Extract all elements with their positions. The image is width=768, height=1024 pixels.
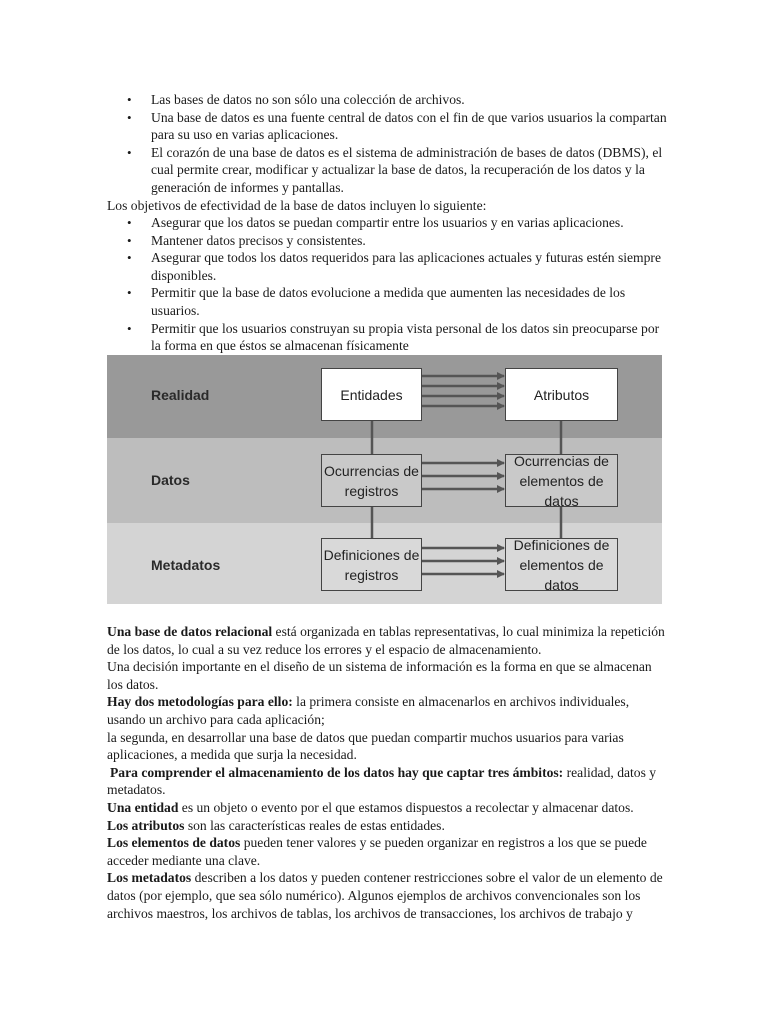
list-item <box>0 249 768 284</box>
realidad-label: Realidad <box>151 387 210 403</box>
paragraph <box>107 623 667 658</box>
bullet-icon: • <box>127 250 132 266</box>
bullet-icon: • <box>127 320 132 336</box>
paragraph-bold: Para comprender el almacenamiento de los datos hay que captar tres ámbitos: <box>110 764 564 780</box>
paragraph-bold: Hay dos metodologías para ello: <box>107 694 293 710</box>
paragraph-text: Una decisión importante en el diseño de un sistema de información es la forma en que se almacenan los datos. <box>107 659 652 692</box>
objectives-intro: Los objetivos de efectividad de la base de datos incluyen lo siguiente: <box>107 198 487 213</box>
paragraph-text: está organizada en tablas representativas, lo cual minimiza la repetición de los datos, lo cual a su vez reduce los errores y el espacio de almacenamiento. <box>107 624 665 657</box>
list-item <box>0 144 768 197</box>
paragraph <box>107 729 667 764</box>
paragraph-text: realidad, datos y metadatos. <box>107 764 657 798</box>
bullet-icon: • <box>127 285 132 301</box>
bullet-icon: • <box>127 232 132 248</box>
list-item-text: Asegurar que todos los datos requeridos para las aplicaciones actuales y futuras estén siempre disponibles. <box>151 250 661 283</box>
objectives-list <box>0 214 768 355</box>
paragraph-text: describen a los datos y pueden contener restricciones sobre el valor de un elemento de datos (por ejemplo, que sea sólo numérico). Algunos ejemplos de archivos convencionales son los archivos maestros, los archivos de tablas, los archivos de transacciones, los archivos de trabajo y <box>107 870 663 921</box>
paragraph-bold: Los metadatos <box>107 870 192 886</box>
list-item-text: Una base de datos es una fuente central de datos con el fin de que varios usuarios la compartan para su uso en varias aplicaciones. <box>151 109 667 143</box>
paragraph-bold: Los elementos de datos <box>107 835 241 851</box>
atributos-box: Atributos <box>505 368 618 421</box>
paragraph-text: es un objeto o evento por el que estamos dispuestos a recolectar y almacenar datos. <box>178 799 634 815</box>
paragraph <box>107 834 667 869</box>
paragraph-bold: Una base de datos relacional <box>107 624 273 639</box>
paragraph <box>107 817 667 835</box>
paragraph-text: la segunda, en desarrollar una base de datos que puedan compartir muchos usuarios para varias aplicaciones, a medida que surja la necesidad. <box>107 729 624 763</box>
list-item-text: Permitir que la base de datos evolucione a medida que aumenten las necesidades de los usuarios. <box>151 285 626 318</box>
entidades-box: Entidades <box>321 368 422 421</box>
list-item-text: Mantener datos precisos y consistentes. <box>151 232 366 248</box>
list-item <box>0 109 768 144</box>
list-item-text: Asegurar que los datos se puedan compartir entre los usuarios y en varias aplicaciones. <box>151 215 624 230</box>
ocurrencias-registros-box: Ocurrencias de registros <box>321 454 422 507</box>
list-item <box>0 214 768 232</box>
definiciones-elementos-box: Definiciones de elementos de datos <box>505 538 618 591</box>
body-text <box>107 623 667 922</box>
bullet-icon: • <box>127 92 132 107</box>
list-item <box>0 232 768 250</box>
bullet-icon: • <box>127 109 132 125</box>
paragraph-bold: Los atributos <box>107 817 185 833</box>
datos-label: Datos <box>151 472 190 488</box>
metadatos-label: Metadatos <box>151 557 221 573</box>
database-facts-list <box>0 91 768 197</box>
list-item-text: El corazón de una base de datos es el sistema de administración de bases de datos (DBMS), el cual permite crear, modificar y actualizar la base de datos, la recuperación de los datos y la generación de informes y pantallas. <box>151 144 663 195</box>
bullet-icon: • <box>127 215 132 230</box>
paragraph-text: son las características reales de estas entidades. <box>184 817 445 833</box>
ocurrencias-elementos-box: Ocurrencias de elementos de datos <box>505 454 618 507</box>
bullet-icon: • <box>127 144 132 160</box>
list-item <box>0 284 768 319</box>
list-item <box>0 91 768 109</box>
definiciones-registros-box: Definiciones de registros <box>321 538 422 591</box>
paragraph-text: la primera consiste en almacenarlos en archivos individuales, usando un archivo para cada aplicación; <box>107 694 630 727</box>
paragraph <box>107 799 667 817</box>
paragraph <box>107 869 667 922</box>
paragraph-text: pueden tener valores y se pueden organizar en registros a los que se puede acceder mediante una clave. <box>107 835 647 868</box>
paragraph <box>107 693 667 728</box>
list-item-text: Las bases de datos no son sólo una colección de archivos. <box>151 92 465 107</box>
list-item <box>0 320 768 355</box>
paragraph <box>107 764 667 799</box>
paragraph <box>107 658 667 693</box>
data-realms-diagram <box>107 355 662 604</box>
paragraph-bold: Una entidad <box>107 799 179 815</box>
list-item-text: Permitir que los usuarios construyan su propia vista personal de los datos sin preocuparse por la forma en que éstos se almacenan físicamente <box>151 320 660 354</box>
